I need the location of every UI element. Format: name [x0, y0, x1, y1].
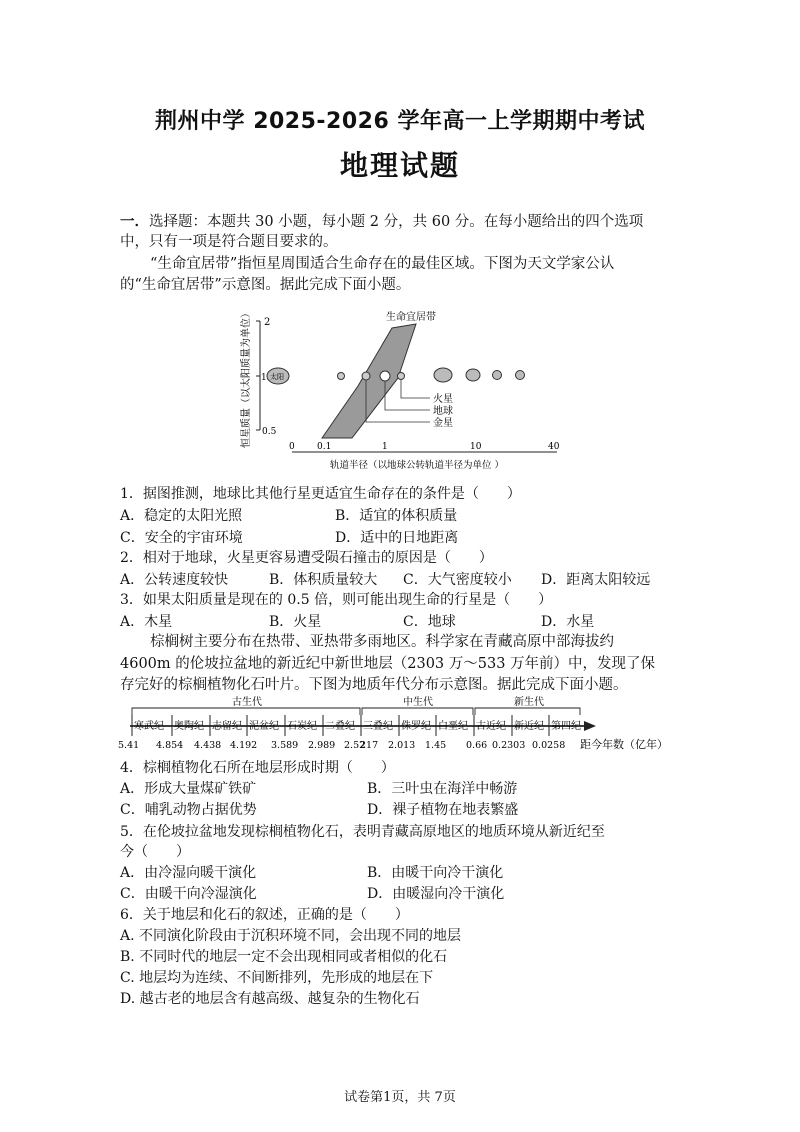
x-tick: 0	[289, 442, 295, 452]
option: C. 地层均为连续、不间断排列，先形成的地层在下	[120, 970, 434, 986]
option: A. 不同演化阶段由于沉积环境不同，会出现不同的地层	[120, 928, 462, 944]
age-label: 0.0258	[532, 740, 566, 751]
habitable-zone-figure	[230, 306, 575, 476]
neptune-dot	[516, 371, 525, 380]
question-3: 3．如果太阳质量是现在的 0.5 倍，则可能出现生命的行星是（ ）	[120, 592, 553, 608]
option: A．由冷湿向暖干演化	[120, 865, 257, 881]
habitable-zone-label: 生命宜居带	[386, 312, 436, 323]
geologic-timeline-figure	[118, 694, 690, 754]
option: D．裸子植物在地表繁盛	[367, 802, 519, 818]
exam-title: 荆州中学 2025-2026 学年高一上学期期中考试	[155, 109, 645, 134]
passage2-line3: 存完好的棕榈植物化石叶片。下图为地质年代分布示意图。据此完成下面小题。	[120, 677, 628, 693]
period-label: 寒武纪	[134, 721, 164, 732]
option: A．形成大量煤矿铁矿	[120, 781, 257, 797]
option: C．地球	[403, 614, 456, 630]
section-instructions-line2: 中，只有一项是符合题目要求的。	[120, 234, 338, 250]
x-axis-label: 轨道半径（以地球公转轨道半径为单位 ）	[330, 460, 505, 471]
passage2-line2: 4600m 的伦坡拉盆地的新近纪中新世地层（2303 万～533 万年前）中，发现了保	[120, 656, 656, 672]
passage1-line1: “生命宜居带”指恒星周围适合生命存在的最佳区域。下图为天文学家公认	[150, 256, 615, 272]
era-label: 中生代	[403, 697, 433, 708]
period-label: 二叠纪	[325, 721, 355, 732]
earth-dot	[380, 371, 390, 381]
age-label: 0.66	[466, 740, 488, 751]
jupiter-dot	[434, 368, 452, 382]
option: D．水星	[541, 614, 595, 630]
option: D．由暖湿向冷干演化	[367, 886, 505, 902]
period-label: 第四纪	[551, 721, 581, 732]
period-label: 奥陶纪	[174, 721, 204, 732]
saturn-dot	[466, 369, 480, 381]
y-axis-label: 恒星质量（以太阳质量为单位）	[241, 308, 252, 448]
question-5: 5．在伦坡拉盆地发现棕榈植物化石，表明青藏高原地区的地质环境从新近纪至	[120, 824, 605, 840]
x-tick: 1	[382, 442, 388, 452]
question-5-line2: 今（ ）	[120, 844, 190, 860]
age-label: 4.438	[194, 740, 222, 751]
period-label: 新近纪	[514, 721, 544, 732]
option: B. 不同时代的地层一定不会出现相同或者相似的化石	[120, 949, 448, 965]
age-label: 2.013	[388, 740, 416, 751]
uranus-dot	[493, 371, 502, 380]
option: B．体积质量较大	[269, 572, 378, 588]
passage2-line1: 棕榈树主要分布在热带、亚热带多雨地区。科学家在青藏高原中部海拔约	[150, 634, 614, 650]
page-footer: 试卷第1页，共 7页	[344, 1090, 456, 1105]
period-label: 三叠纪	[363, 721, 393, 732]
era-label: 古生代	[232, 697, 262, 708]
option: A．木星	[120, 614, 173, 630]
x-tick: 10	[470, 442, 482, 452]
period-label: 侏罗纪	[401, 721, 431, 732]
age-label: 4.854	[156, 740, 184, 751]
option: A．公转速度较快	[120, 572, 229, 588]
section-instructions-line1: 选择题：本题共 30 小题，每小题 2 分，共 60 分。在每小题给出的四个选项	[149, 214, 644, 230]
venus-dot	[362, 372, 370, 380]
age-label: 3.589	[271, 740, 299, 751]
age-label: 4.192	[230, 740, 258, 751]
planet-label: 火星	[433, 394, 453, 405]
mars-dot	[398, 373, 405, 380]
era-label: 新生代	[514, 697, 544, 708]
sun-label: 太阳	[270, 373, 284, 381]
age-label: 5.41	[118, 740, 140, 751]
option: C．大气密度较小	[403, 572, 512, 588]
option: A．稳定的太阳光照	[120, 508, 243, 524]
question-1: 1．据图推测，地球比其他行星更适宜生命存在的条件是（ ）	[120, 486, 521, 502]
y-tick: 2	[264, 317, 271, 328]
y-tick: 0.5	[262, 427, 277, 437]
period-label: 白垩纪	[438, 721, 468, 732]
option: D. 越古老的地层含有越高级、越复杂的生物化石	[120, 991, 420, 1007]
option: C．由暖干向冷湿演化	[120, 886, 257, 902]
period-label: 志留纪	[212, 721, 242, 732]
period-label: 泥盆纪	[249, 721, 279, 732]
question-2: 2．相对于地球，火星更容易遭受陨石撞击的原因是（ ）	[120, 550, 493, 566]
option: B．三叶虫在海洋中畅游	[367, 781, 518, 797]
age-label: 1.45	[425, 740, 447, 751]
habitable-zone-band	[322, 324, 416, 438]
question-4: 4．棕榈植物化石所在地层形成时期（ ）	[120, 760, 395, 776]
option: D．距离太阳较远	[541, 572, 651, 588]
age-label: 2.989	[308, 740, 336, 751]
axis-label: 距今年数（亿年）	[580, 738, 668, 751]
period-label: 古近纪	[476, 721, 506, 732]
option: D．适中的日地距离	[335, 530, 459, 546]
option: C．安全的宇宙环境	[120, 530, 243, 546]
option: C．哺乳动物占据优势	[120, 802, 257, 818]
section-instructions	[120, 212, 643, 232]
option: B．适宜的体积质量	[335, 508, 458, 524]
x-tick: 40	[548, 442, 560, 452]
age-label: 0.2303	[492, 740, 526, 751]
passage1-line2: 的“生命宜居带”示意图。据此完成下面小题。	[120, 277, 411, 293]
planet-label: 地球	[433, 406, 453, 417]
y-tick: 1	[261, 373, 267, 383]
option: B．由暖干向冷干演化	[367, 865, 504, 881]
age-label: 2.52	[344, 740, 366, 751]
section-number: 一．	[120, 214, 149, 230]
subject-title: 地理试题	[339, 149, 460, 182]
question-6: 6．关于地层和化石的叙述，正确的是（ ）	[120, 907, 409, 923]
mercury-dot	[338, 373, 345, 380]
age-label: 217	[360, 740, 379, 751]
x-tick: 0.1	[317, 442, 332, 452]
planet-label: 金星	[433, 418, 453, 429]
period-label: 石炭纪	[287, 721, 317, 732]
option: B．火星	[269, 614, 322, 630]
